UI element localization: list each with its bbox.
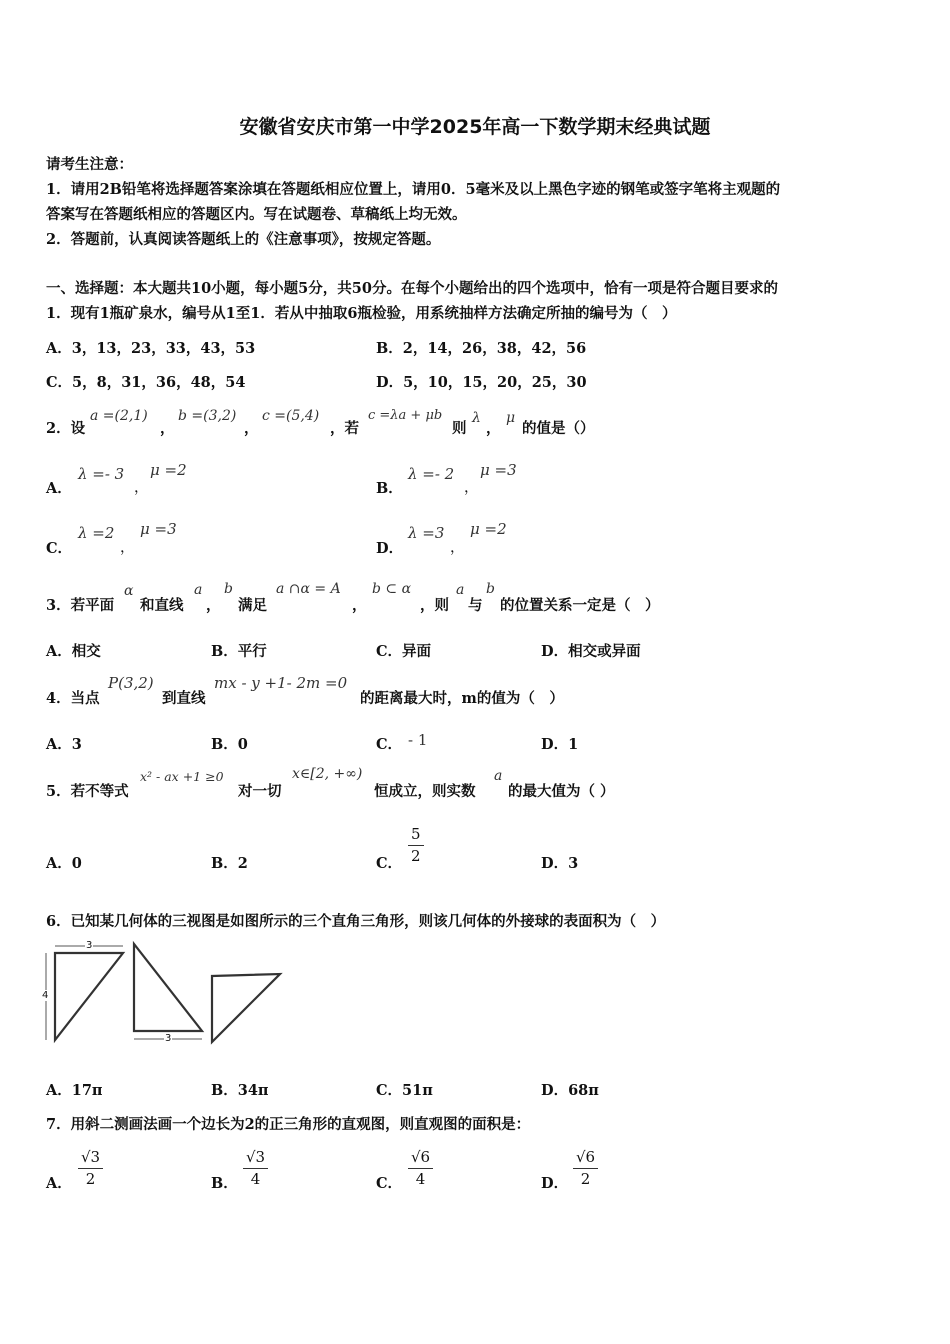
q7-a-numerator: √3 bbox=[78, 1149, 103, 1169]
q3-condition-2: b ⊂ α bbox=[372, 581, 412, 597]
q6-side-view-triangle bbox=[134, 944, 202, 1031]
q2-option-d-mu: μ =2 bbox=[470, 520, 507, 538]
q2-comma: ， bbox=[486, 420, 501, 437]
q4-option-a[interactable]: A．3 bbox=[46, 736, 82, 753]
q4-option-c-value: - 1 bbox=[408, 731, 428, 749]
q6-label-left: 4 bbox=[42, 990, 49, 1001]
q3-yu: 与 bbox=[468, 597, 483, 614]
q1-option-d[interactable]: D．5，10，15，20，25，30 bbox=[376, 374, 587, 391]
q2-stem-prefix: 2．设 bbox=[46, 420, 86, 437]
q3-option-c[interactable]: C．异面 bbox=[376, 643, 432, 660]
q5-c-numerator: 5 bbox=[408, 826, 424, 846]
q4-mid: 到直线 bbox=[162, 690, 206, 707]
page-title: 安徽省安庆市第一中学2025年高一下数学期末经典试题 bbox=[239, 116, 711, 138]
q6-option-c[interactable]: C．51π bbox=[376, 1082, 433, 1099]
q7-option-c-label[interactable]: C． bbox=[376, 1175, 403, 1192]
q1-option-b[interactable]: B．2，14，26，38，42，56 bbox=[376, 340, 587, 357]
q5-mid: 对一切 bbox=[238, 783, 282, 800]
q2-sep-1: ， bbox=[160, 420, 175, 437]
q2-option-a-label[interactable]: A． bbox=[46, 480, 72, 497]
q7-a-denominator: 2 bbox=[85, 1169, 96, 1188]
q2-mu: μ bbox=[506, 410, 516, 426]
q2-option-c-label[interactable]: C． bbox=[46, 540, 73, 557]
q4-stem-post: 的距离最大时，m的值为（ ） bbox=[360, 690, 564, 707]
q3-sep-1: ， bbox=[206, 597, 221, 614]
q2-option-d-label[interactable]: D． bbox=[376, 540, 404, 557]
q2-option-a-mu: μ =2 bbox=[150, 461, 187, 479]
q2-lambda: λ bbox=[472, 410, 481, 426]
q3-sep-2: ， bbox=[352, 597, 367, 614]
q3-option-b[interactable]: B．平行 bbox=[211, 643, 267, 660]
q6-front-view-triangle bbox=[55, 953, 123, 1040]
q2-ruo: ，若 bbox=[330, 420, 359, 437]
q4-stem-prefix: 4．当点 bbox=[46, 690, 100, 707]
q6-label-bottom: 3 bbox=[165, 1033, 172, 1044]
notice-line-1: 1．请用2B铅笔将选择题答案涂填在答题纸相应位置上，请用0．5毫米及以上黑色字迹的钢笔或签字笔将主观题的 bbox=[46, 181, 781, 198]
notice-line-2: 2．答题前，认真阅读答题纸上的《注意事项》，按规定答题。 bbox=[46, 231, 441, 248]
q3-and-line: 和直线 bbox=[140, 597, 184, 614]
q3-alpha: α bbox=[124, 583, 134, 599]
q2-option-b-mu: μ =3 bbox=[480, 461, 517, 479]
q5-inequality: x² - ax +1 ≥0 bbox=[140, 769, 224, 784]
q5-stem-post-2: 的最大值为（ ） bbox=[508, 783, 615, 800]
q7-c-denominator: 4 bbox=[415, 1169, 426, 1188]
q2-option-c-lambda: λ =2 bbox=[78, 524, 115, 542]
q6-option-b[interactable]: B．34π bbox=[211, 1082, 269, 1099]
q3-line-b-2: b bbox=[486, 581, 495, 597]
notice-line-1b: 答案写在答题纸相应的答题区内。写在试题卷、草稿纸上均无效。 bbox=[46, 206, 467, 223]
q6-option-a[interactable]: A．17π bbox=[46, 1082, 103, 1099]
q3-stem-post: 的位置关系一定是（ ） bbox=[500, 597, 660, 614]
section-heading: 一、选择题：本大题共10小题，每小题5分，共50分。在每个小题给出的四个选项中，恰有一项是符合题目要求的 bbox=[46, 280, 778, 297]
q2-vector-b: b =(3,2) bbox=[178, 408, 237, 424]
q5-stem-post-1: 恒成立，则实数 bbox=[374, 783, 476, 800]
q3-satisfy: 满足 bbox=[238, 597, 267, 614]
q3-line-a-2: a bbox=[456, 582, 465, 598]
q5-a: a bbox=[494, 768, 503, 784]
q5-option-c-label[interactable]: C． bbox=[376, 855, 403, 872]
q7-c-numerator: √6 bbox=[408, 1149, 433, 1169]
q1-stem: 1．现有1瓶矿泉水，编号从1至1．若从中抽取6瓶检验，用系统抽样方法确定所抽的编号为（ ） bbox=[46, 305, 677, 322]
q5-domain: x∈[2, +∞) bbox=[292, 766, 363, 782]
q2-vector-a: a =(2,1) bbox=[90, 408, 148, 424]
q3-ze: ，则 bbox=[420, 597, 449, 614]
q6-top-view-triangle bbox=[212, 974, 280, 1042]
q2-stem-post: 的值是（） bbox=[522, 420, 595, 437]
q4-option-d[interactable]: D．1 bbox=[541, 736, 579, 753]
q5-stem-prefix: 5．若不等式 bbox=[46, 783, 129, 800]
q3-condition-1: a ∩α = A bbox=[276, 581, 341, 597]
q7-option-c-fraction bbox=[400, 1149, 433, 1187]
q5-option-d[interactable]: D．3 bbox=[541, 855, 579, 872]
q6-option-d[interactable]: D．68π bbox=[541, 1082, 599, 1099]
q7-option-d-fraction bbox=[565, 1149, 598, 1187]
q4-option-b[interactable]: B．0 bbox=[211, 736, 248, 753]
q2-vector-c: c =(5,4) bbox=[262, 408, 320, 424]
q3-line-a: a bbox=[194, 582, 203, 598]
q2-option-d-lambda: λ =3 bbox=[408, 524, 445, 542]
q4-point: P(3,2) bbox=[108, 674, 154, 692]
q7-option-a-label[interactable]: A． bbox=[46, 1175, 72, 1192]
q2-option-b-lambda: λ =- 2 bbox=[408, 465, 455, 483]
q2-sep-2: ， bbox=[244, 420, 259, 437]
q2-condition: c =λa + μb bbox=[368, 408, 443, 423]
q7-option-b-label[interactable]: B． bbox=[211, 1175, 238, 1192]
q7-option-a-fraction bbox=[70, 1149, 103, 1187]
q7-option-b-fraction bbox=[235, 1149, 268, 1187]
q7-b-numerator: √3 bbox=[243, 1149, 268, 1169]
q1-option-c[interactable]: C．5，8，31，36，48，54 bbox=[46, 374, 246, 391]
q2-option-b-label[interactable]: B． bbox=[376, 480, 403, 497]
q4-option-c-label[interactable]: C． bbox=[376, 736, 403, 753]
notice-heading: 请考生注意： bbox=[46, 156, 133, 173]
q1-option-a[interactable]: A．3，13，23，33，43，53 bbox=[46, 340, 256, 357]
q7-d-numerator: √6 bbox=[573, 1149, 598, 1169]
q2-ze: 则 bbox=[452, 420, 467, 437]
q5-option-c-fraction bbox=[400, 826, 424, 864]
q2-c-sep: ， bbox=[120, 540, 135, 556]
q7-option-d-label[interactable]: D． bbox=[541, 1175, 569, 1192]
q2-a-sep: ， bbox=[134, 480, 149, 496]
q7-b-denominator: 4 bbox=[250, 1169, 261, 1188]
q6-label-top: 3 bbox=[86, 940, 93, 951]
q3-option-a[interactable]: A．相交 bbox=[46, 643, 101, 660]
q2-option-a-lambda: λ =- 3 bbox=[78, 465, 125, 483]
q7-stem: 7．用斜二测画法画一个边长为2的正三角形的直观图，则直观图的面积是： bbox=[46, 1116, 531, 1133]
q2-b-sep: ， bbox=[464, 480, 479, 496]
q3-stem-prefix: 3．若平面 bbox=[46, 597, 115, 614]
q5-c-denominator: 2 bbox=[411, 846, 421, 865]
q5-option-a[interactable]: A．0 bbox=[46, 855, 82, 872]
q2-option-c-mu: μ =3 bbox=[140, 520, 177, 538]
q5-option-b[interactable]: B．2 bbox=[211, 855, 248, 872]
q7-d-denominator: 2 bbox=[580, 1169, 591, 1188]
q3-option-d[interactable]: D．相交或异面 bbox=[541, 643, 641, 660]
q4-line-equation: mx - y +1- 2m =0 bbox=[214, 674, 348, 692]
q3-line-b: b bbox=[224, 581, 233, 597]
q2-d-sep: ， bbox=[450, 540, 465, 556]
q6-stem: 6．已知某几何体的三视图是如图所示的三个直角三角形，则该几何体的外接球的表面积为（ ） bbox=[46, 913, 666, 930]
